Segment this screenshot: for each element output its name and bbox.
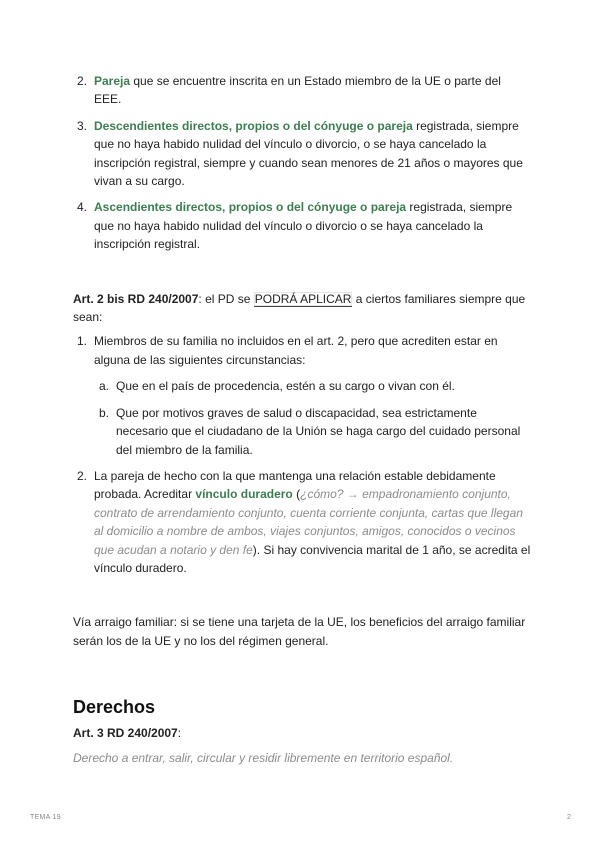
list-item-heading: Pareja: [94, 74, 131, 88]
derechos-reference-line: [73, 724, 531, 742]
section-heading: Derechos: [73, 697, 156, 718]
sub-list-text: Que en el país de procedencia, estén a su cargo o vivan con él.: [116, 379, 455, 394]
list-item-text: ). Si hay convivencia marital de 1 año, se acredita el vínculo duradero.: [94, 542, 531, 575]
highlighted-phrase: PODRÁ APLICAR: [254, 291, 352, 306]
art2bis-list: [73, 332, 531, 577]
art2bis-paragraph: [73, 290, 531, 327]
footer-topic: TEMA 19: [30, 814, 61, 821]
list-item-heading: Descendientes directos, propios o del cónyuge o pareja: [94, 118, 413, 133]
highlighted-term: vínculo duradero: [195, 487, 293, 502]
list-item-text: registrada, siempre que no haya habido nulidad del vínculo o divorcio o se haya cancelado la inscripción registral.: [94, 200, 513, 252]
page-number: 2: [567, 814, 571, 821]
example-note: ¿cómo? → empadronamiento conjunto, contrato de arrendamiento conjunto, cuenta corriente conjunta, cartas que llegan al domicilio a nombre de ambos, viajes conjuntos, amigos, conocidos o vecinos que acudan a notario y den fe: [94, 487, 523, 557]
list-item-heading: Ascendientes directos, propios o del cónyuge o pareja: [94, 200, 407, 215]
list-number: 2.: [77, 468, 88, 483]
article-reference: Art. 3 RD 240/2007: [73, 726, 178, 741]
list-letter: a.: [99, 379, 110, 394]
art2bis-post: a ciertos familiares siempre que sean:: [73, 291, 526, 325]
derechos-text: Derecho a entrar, salir, circular y residir libremente en territorio español.: [73, 750, 454, 765]
list-item: [73, 332, 531, 369]
list-item-text: que se encuentre inscrita en un Estado miembro de la UE o parte del EEE.: [94, 74, 501, 107]
list-item: [73, 117, 531, 191]
list-number: 3.: [77, 118, 88, 133]
list-item: [73, 467, 531, 577]
sub-list-text: Que por motivos graves de salud o discapacidad, sea estrictamente necesario que el ciudadano de la Unión se haga cargo del cuidado personal del miembro de la familia.: [116, 405, 521, 457]
list-item: [73, 72, 531, 109]
sub-list-item: [95, 377, 531, 395]
list-item-text: La pareja de hecho con la que mantenga una relación estable debidamente probada. Acreditar: [94, 468, 496, 502]
arraigo-paragraph: Vía arraigo familiar: si se tiene una tarjeta de la UE, los beneficios del arraigo familiar serán los de la UE y no los del régimen general.: [73, 615, 526, 648]
list-letter: b.: [99, 405, 110, 420]
sub-list-item: [95, 404, 531, 459]
list-item-text: Miembros de su familia no incluidos en el art. 2, pero que acrediten estar en alguna de las siguientes circunstancias:: [94, 334, 498, 367]
eligible-family-list: [73, 72, 531, 254]
list-number: 2.: [77, 74, 88, 88]
list-item-text: (: [292, 487, 301, 502]
article-reference: Art. 2 bis RD 240/2007: [73, 291, 199, 306]
sub-list: [95, 377, 531, 459]
art2bis-pre: : el PD se: [198, 291, 254, 306]
reference-suffix: :: [177, 726, 182, 741]
list-item-text: registrada, siempre que no haya habido nulidad del vínculo o divorcio, o se haya cancelado la inscripción registral, siempre y cuando sean menores de 21 años o mayores que vivan a su cargo.: [94, 118, 523, 189]
list-number: 4.: [77, 200, 88, 215]
document-content: [73, 72, 531, 767]
list-number: 1.: [77, 334, 88, 349]
list-item: [73, 198, 531, 253]
